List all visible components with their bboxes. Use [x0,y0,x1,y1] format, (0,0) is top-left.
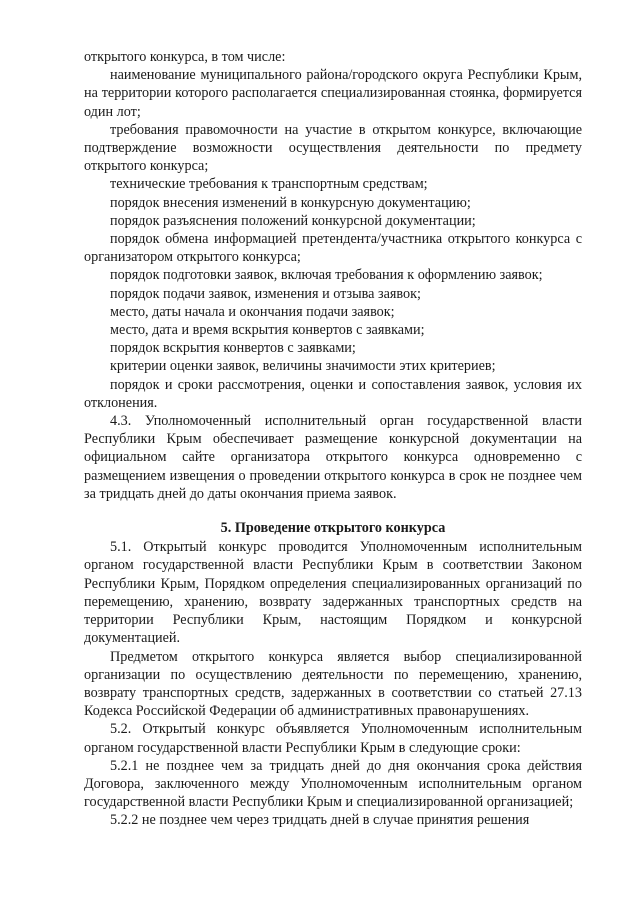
paragraph: 5.2.2 не позднее чем через тридцать дней в случае принятия решения [110,812,530,829]
paragraph: технические требования к транспортным средствам; [110,176,428,193]
paragraph: порядок и сроки рассмотрения, оценки и сопоставления заявок, условия их отклонения. [84,376,582,411]
paragraph: порядок подачи заявок, изменения и отзыва заявок; [110,285,421,302]
paragraph: Предметом открытого конкурса является выбор специализированной организации по осуществлению деятельности по перемещению, хранению, возврату транспортных средств, задержанных в соответствии со статьей 27.13 Кодекса Российской Федерации об административных правонарушениях. [84,648,582,720]
document-body-top [84,48,582,503]
paragraph: порядок разъяснения положений конкурсной документации; [110,212,476,229]
paragraph: 5.2. Открытый конкурс объявляется Уполномоченным исполнительным органом государственной власти Республики Крым в следующие сроки: [84,721,582,756]
section-heading: 5. Проведение открытого конкурса [220,520,446,537]
document-page [84,48,582,830]
paragraph: 5.1. Открытый конкурс проводится Уполномоченным исполнительным органом государственной власти Республики Крым в соответствии Законом Республики Крым, Порядком определения специализированных организаций по перемещению, хранению, возврату задержанных транспортных средств на территории Республики Крым, настоящим Порядком и конкурсной документацией. [84,539,582,647]
paragraph: порядок обмена информацией претендента/участника открытого конкурса с организатором открытого конкурса; [84,231,582,266]
paragraph: открытого конкурса, в том числе: [84,49,286,65]
paragraph: критерии оценки заявок, величины значимости этих критериев; [110,358,496,375]
paragraph: 4.3. Уполномоченный исполнительный орган государственной власти Республики Крым обеспечивает размещение конкурсной документации на официальном сайте организатора открытого конкурса одновременно с размещением извещения о проведении открытого конкурса в срок не позднее чем за тридцать дней до даты окончания приема заявок. [84,413,582,502]
paragraph: порядок подготовки заявок, включая требования к оформлению заявок; [110,267,543,284]
paragraph: порядок внесения изменений в конкурсную документацию; [110,194,471,211]
document-body-bottom [84,538,582,829]
paragraph: наименование муниципального района/городского округа Республики Крым, на территории которого располагается специализированная стоянка, формируется один лот; [84,67,582,120]
paragraph: место, дата и время вскрытия конвертов с заявками; [110,322,425,339]
paragraph: требования правомочности на участие в открытом конкурсе, включающие подтверждение возможности осуществления деятельности по предмету открытого конкурса; [84,121,582,175]
paragraph: 5.2.1 не позднее чем за тридцать дней до дня окончания срока действия Договора, заключенного между Уполномоченным исполнительным органом государственной власти Республики Крым и специализированной организацией; [84,757,582,811]
paragraph: порядок вскрытия конвертов с заявками; [110,340,356,357]
paragraph: место, даты начала и окончания подачи заявок; [110,303,395,320]
